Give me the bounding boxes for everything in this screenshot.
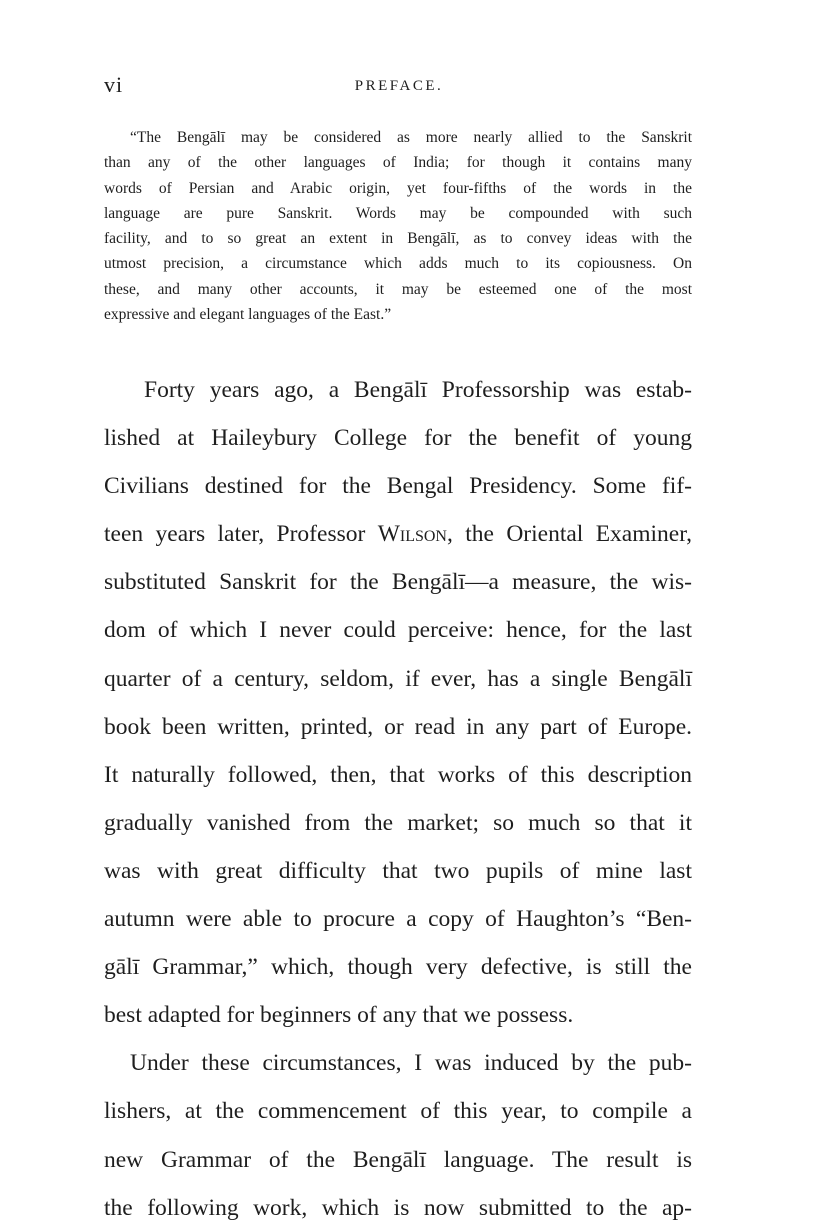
quotation-block (104, 125, 692, 327)
text-line: best adapted for beginners of any that we possess. (104, 1002, 574, 1029)
text-line: substituted Sanskrit for the Bengālī—a measure, the wis- (104, 569, 692, 596)
text-line: Civilians destined for the Bengal Presidency. Some fif- (104, 473, 692, 500)
quote-line: language are pure Sanskrit. Words may be compounded with such (104, 204, 692, 222)
page-number: vi (104, 72, 124, 97)
body-text (104, 366, 692, 1232)
text-line: book been written, printed, or read in any part of Europe. (104, 713, 692, 740)
quote-line: utmost precision, a circumstance which adds much to its copiousness. On (104, 255, 692, 273)
text-line: gradually vanished from the market; so much so that it (104, 809, 692, 836)
text-line: gālī Grammar,” which, though very defective, is still the (104, 954, 692, 981)
text-line: lished at Haileybury College for the benefit of young (104, 425, 692, 452)
running-title: PREFACE. (354, 78, 444, 94)
text-line: Forty years ago, a Bengālī Professorship was estab- (144, 377, 692, 403)
quote-line: words of Persian and Arabic origin, yet four-fifths of the words in the (104, 179, 692, 197)
quote-line: “The Bengālī may be considered as more nearly allied to the Sanskrit (130, 129, 692, 146)
quote-line: facility, and to so great an extent in Bengālī, as to convey ideas with the (104, 230, 692, 248)
text-line: was with great difficulty that two pupils of mine last (104, 857, 692, 884)
quote-line: than any of the other languages of India; for though it contains many (104, 154, 692, 172)
text-line: quarter of a century, seldom, if ever, has a single Bengālī (104, 665, 692, 692)
text-line (104, 510, 692, 558)
text-line: new Grammar of the Bengālī language. The result is (104, 1146, 692, 1173)
quote-line: these, and many other accounts, it may be esteemed one of the most (104, 280, 692, 298)
text-line: the following work, which is now submitted to the ap- (104, 1194, 692, 1221)
text-line: lishers, at the commencement of this year, to compile a (104, 1098, 692, 1125)
text-line: dom of which I never could perceive: hence, for the last (104, 617, 692, 644)
text-fragment: , the Oriental Examiner, (446, 521, 692, 548)
page-header (104, 72, 694, 102)
text-line: It naturally followed, then, that works of this description (104, 761, 692, 788)
text-fragment: teen years later, Professor (104, 521, 378, 548)
text-line: autumn were able to procure a copy of Haughton’s “Ben- (104, 906, 692, 933)
author-name: Wilson (377, 521, 447, 548)
text-line: Under these circumstances, I was induced by the pub- (130, 1050, 692, 1077)
quote-line: expressive and elegant languages of the East.” (104, 306, 392, 324)
